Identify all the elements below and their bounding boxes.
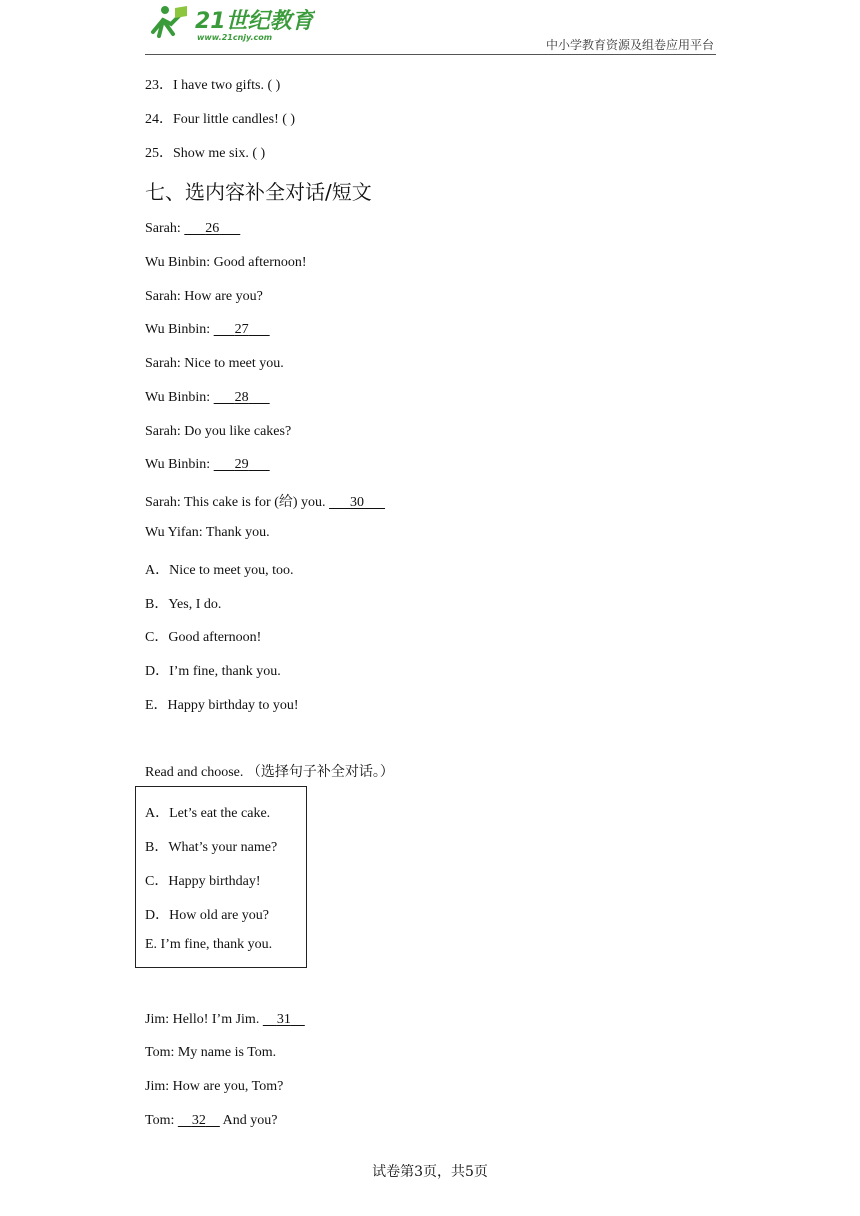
svg-text:21世纪教育: 21世纪教育 (195, 9, 314, 34)
section-title: 七、选内容补全对话/短文 (145, 180, 372, 204)
page-footer: 试卷第3页，共5页 (372, 1164, 488, 1180)
blank-27: 27 (234, 322, 249, 337)
box-option-c: C．Happy birthday! (145, 874, 261, 889)
speaker: Sarah: (145, 221, 181, 236)
option-d: D．I’m fine, thank you. (145, 664, 281, 679)
question-24: 24．Four little candles! ( ) (145, 112, 296, 127)
dialogue-line (145, 1012, 305, 1028)
option-b: B．Yes, I do. (145, 597, 222, 612)
blank-31: 31 (276, 1012, 291, 1027)
dialogue-line: Wu Yifan: Thank you. (145, 525, 270, 540)
speaker: Tom: (145, 1113, 175, 1128)
dialogue-line: Tom: My name is Tom. (145, 1045, 277, 1060)
dialogue-line (145, 322, 270, 338)
dialogue-line (145, 491, 385, 511)
options-box (135, 786, 307, 968)
question-23: 23．I have two gifts. ( ) (145, 78, 281, 93)
blank-28: 28 (234, 390, 249, 405)
question-25: 25．Show me six. ( ) (145, 146, 266, 161)
dialogue-line: Sarah: Nice to meet you. (145, 356, 284, 371)
platform-name: 中小学教育资源及组卷应用平台 (545, 38, 714, 52)
svg-text:www.21cnjy.com: www.21cnjy.com (197, 33, 273, 42)
header-divider (145, 54, 716, 55)
box-option-d: D．How old are you? (145, 908, 270, 923)
dialogue-line (145, 221, 240, 237)
blank-30: 30 (350, 495, 365, 510)
dialogue-line (145, 457, 270, 473)
speaker: Wu Binbin: (145, 390, 211, 405)
speaker: Wu Binbin: (145, 322, 211, 337)
box-option-b: B．What’s your name? (145, 840, 278, 855)
dialogue-text: Sarah: This cake is for (给) you. (145, 495, 326, 510)
blank-29: 29 (234, 457, 249, 472)
site-logo (145, 2, 315, 44)
dialogue-text: Jim: Hello! I’m Jim. (145, 1012, 260, 1027)
dialogue-line (145, 1113, 277, 1129)
page-header (145, 0, 716, 56)
dialogue-line: Jim: How are you, Tom? (145, 1079, 284, 1094)
blank-26: 26 (205, 221, 220, 236)
dialogue-line: Sarah: How are you? (145, 289, 263, 304)
dialogue-line: Wu Binbin: Good afternoon! (145, 255, 307, 270)
instruction-read-and-choose: Read and choose. （选择句子补全对话。） (145, 765, 394, 780)
option-c: C．Good afternoon! (145, 630, 262, 645)
blank-32: 32 (191, 1113, 206, 1128)
option-e: E．Happy birthday to you! (145, 698, 299, 713)
dialogue-line: Sarah: Do you like cakes? (145, 424, 292, 439)
dialogue-line (145, 390, 270, 406)
speaker: Wu Binbin: (145, 457, 211, 472)
option-a: A．Nice to meet you, too. (145, 563, 294, 578)
box-option-a: A．Let’s eat the cake. (145, 806, 271, 821)
dialogue-text: And you? (222, 1113, 278, 1128)
box-option-e: E. I’m fine, thank you. (145, 937, 273, 952)
